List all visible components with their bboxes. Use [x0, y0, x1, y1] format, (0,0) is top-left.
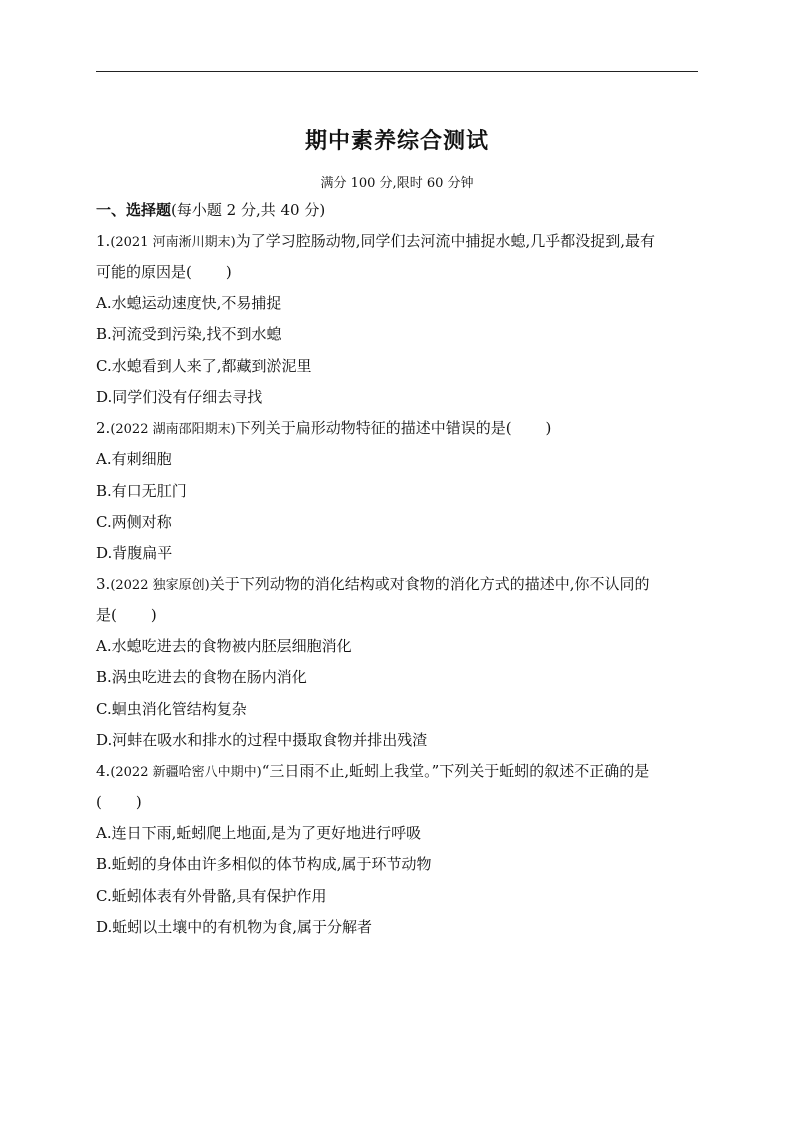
- option-item: C.两侧对称: [96, 513, 172, 531]
- option-item: D.河蚌在吸水和排水的过程中摄取食物并排出残渣: [96, 731, 428, 749]
- question-text: 关于下列动物的消化结构或对食物的消化方式的描述中,你不认同的: [209, 575, 650, 593]
- question-source: (2021 河南淅川期末): [110, 235, 236, 250]
- question-4-stem-cont: [96, 791, 706, 813]
- page-title: 期中素养综合测试: [304, 129, 489, 154]
- option-item: D.同学们没有仔细去寻找: [96, 388, 263, 406]
- question-number: 1.: [96, 232, 111, 250]
- question-text-end: ): [150, 606, 157, 624]
- question-text: 下列关于扁形动物特征的描述中错误的是(: [235, 419, 512, 437]
- question-1-stem-cont: [96, 261, 706, 283]
- question-text-end: ): [135, 793, 142, 811]
- question-text-end: ): [545, 419, 552, 437]
- section-label: 一、选择题: [96, 201, 172, 219]
- option-item: C.蚯蚓体表有外骨骼,具有保护作用: [96, 887, 327, 905]
- option-item: A.水螅吃进去的食物被内胚层细胞消化: [96, 637, 352, 655]
- option-item: B.有口无肛门: [96, 482, 187, 500]
- option-item: A.水螅运动速度快,不易捕捉: [96, 294, 282, 312]
- question-text: 是(: [96, 606, 117, 624]
- question-source: (2022 新疆哈密八中期中): [110, 765, 262, 780]
- question-text: (: [96, 793, 102, 811]
- question-4-stem: [96, 760, 706, 784]
- option-item: B.蚯蚓的身体由许多相似的体节构成,属于环节动物: [96, 855, 432, 873]
- question-source: (2022 湖南邵阳期末): [110, 422, 236, 437]
- option-item: B.河流受到污染,找不到水螅: [96, 325, 282, 343]
- top-rule: [96, 71, 698, 72]
- option-item: D.背腹扁平: [96, 544, 173, 562]
- exam-info: 满分 100 分,限时 60 分钟: [320, 176, 474, 191]
- question-number: 2.: [96, 419, 111, 437]
- question-3-stem-cont: [96, 604, 706, 626]
- question-1-stem: [96, 230, 706, 254]
- section-heading: [96, 199, 706, 221]
- question-2-stem: [96, 417, 706, 441]
- question-number: 4.: [96, 762, 111, 780]
- option-item: A.有刺细胞: [96, 450, 172, 468]
- question-text: 可能的原因是(: [96, 263, 192, 281]
- section-note: (每小题 2 分,共 40 分): [171, 201, 326, 219]
- question-text: “三日雨不止,蚯蚓上我堂。”下列关于蚯蚓的叙述不正确的是: [261, 762, 650, 780]
- option-item: C.水螅看到人来了,都藏到淤泥里: [96, 357, 312, 375]
- question-text-end: ): [225, 263, 232, 281]
- question-number: 3.: [96, 575, 111, 593]
- option-item: C.蛔虫消化管结构复杂: [96, 700, 247, 718]
- option-item: A.连日下雨,蚯蚓爬上地面,是为了更好地进行呼吸: [96, 824, 422, 842]
- question-3-stem: [96, 573, 706, 597]
- question-text: 为了学习腔肠动物,同学们去河流中捕捉水螅,几乎都没捉到,最有: [235, 232, 655, 250]
- option-item: D.蚯蚓以土壤中的有机物为食,属于分解者: [96, 918, 373, 936]
- question-source: (2022 独家原创): [110, 578, 210, 593]
- option-item: B.涡虫吃进去的食物在肠内消化: [96, 668, 307, 686]
